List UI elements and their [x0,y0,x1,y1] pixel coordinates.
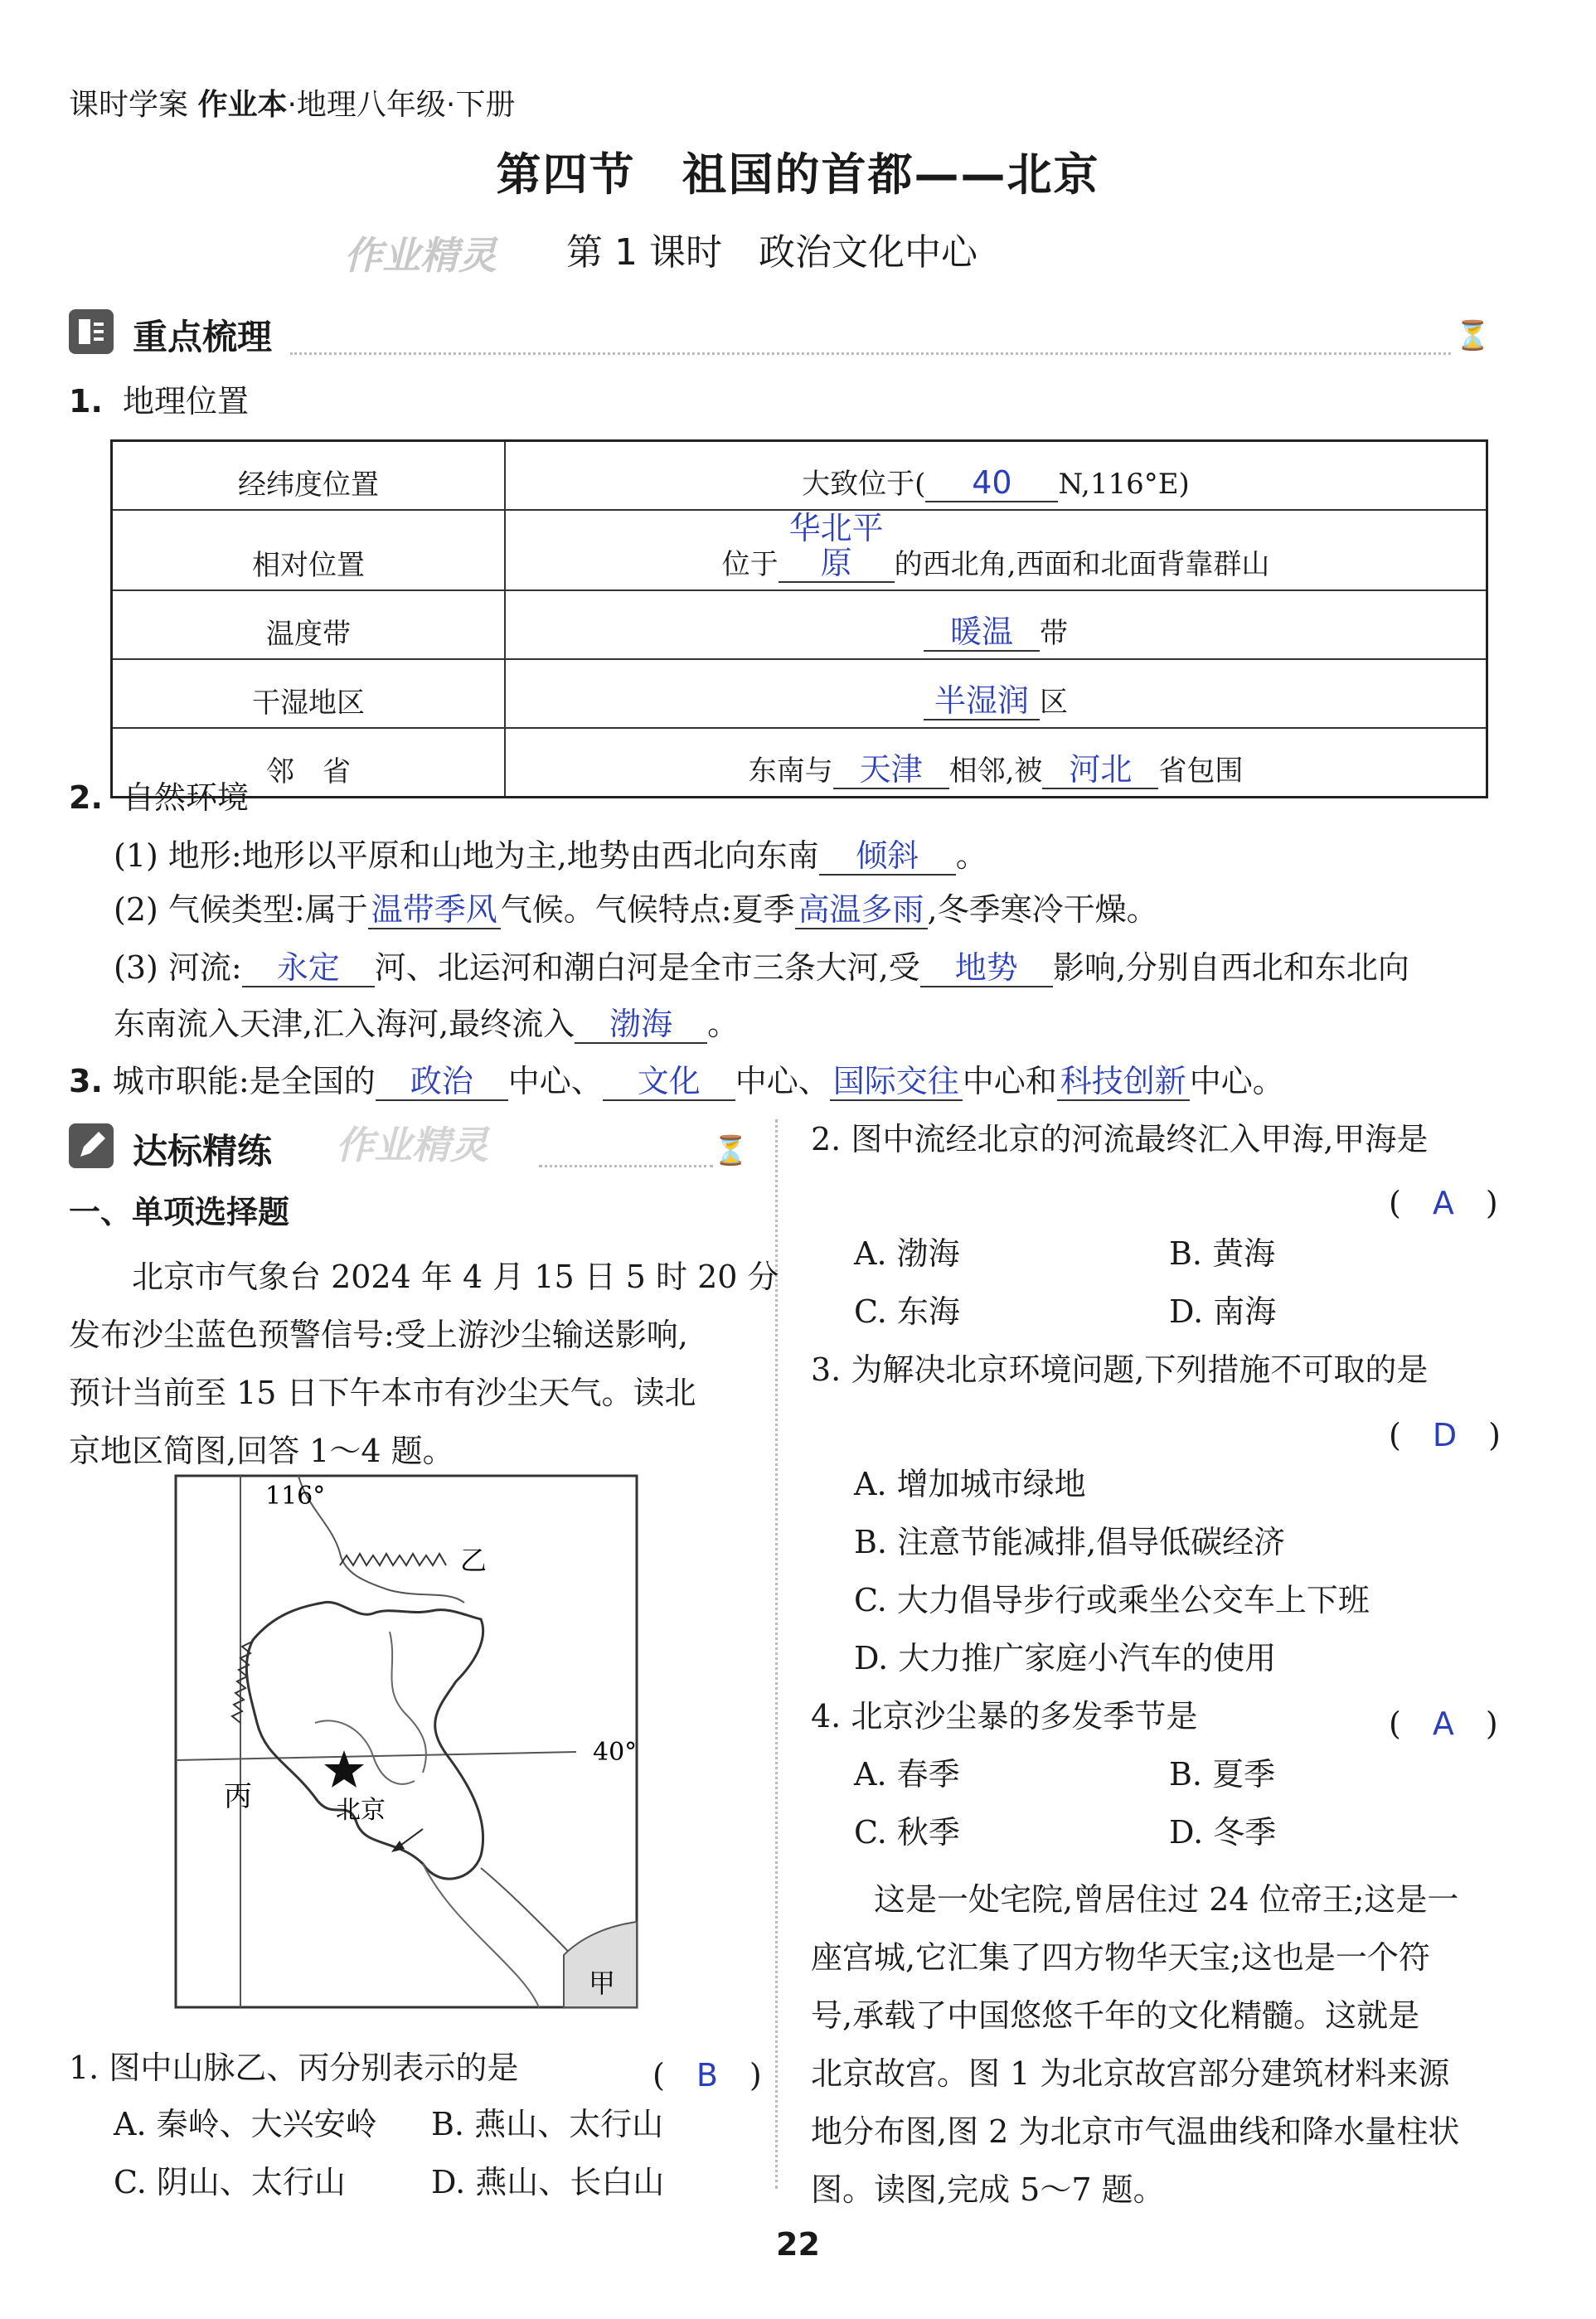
beijing-map [174,1474,638,2009]
map-label-lon: 116° [265,1482,326,1511]
text: 中心、 [735,1063,830,1099]
text: 位于 [721,547,779,581]
passage-line: 地分布图,图 2 为北京市气温曲线和降水量柱状 [811,2113,1460,2150]
mc-question-1 [69,2050,518,2088]
intro-line: 预计当前至 15 日下午本市有沙尘天气。读北 [69,1375,696,1411]
text: 省包围 [1158,754,1244,788]
answer-paren: ( D ) [1389,1417,1501,1453]
question-number: 2. [69,779,103,816]
answer-paren: ( A ) [1389,1705,1498,1742]
header-subject: ·地理八年级·下册 [287,88,516,122]
option: A. 渤海 [854,1235,960,1272]
option: C. 阴山、太行山 [114,2164,346,2200]
watermark: 作业精灵 [336,1123,488,1167]
part-heading: 一、单项选择题 [69,1194,290,1230]
hourglass-icon: ⏳ [1455,319,1491,352]
text: 的西北角,西面和北面背靠群山 [894,547,1270,581]
option: B. 注意节能减排,倡导低碳经济 [854,1524,1286,1560]
text: 带 [1040,616,1068,650]
question-2 [69,779,249,817]
answer-blank: 半湿润 [924,684,1040,720]
passage-line: 图。读图,完成 5～7 题。 [811,2171,1165,2208]
answer-blank: 永定 [242,951,375,987]
text: 气候。气候特点:夏季 [500,891,795,928]
lesson-subtitle: 第 1 课时 政治文化中心 [566,231,977,274]
text: 。 [707,1006,740,1042]
answer-blank: 河北 [1042,753,1158,789]
answer-blank: 高温多雨 [795,893,928,929]
option: C. 东海 [854,1293,960,1330]
answer-blank: 40 [925,466,1058,502]
text: 相邻,被 [948,754,1043,788]
map-label-yi: 乙 [460,1545,488,1576]
map-label-city: 北京 [336,1796,386,1825]
text: (3) 河流: [114,949,242,986]
answer-blank: 华北平原 [779,512,895,583]
q2-line-1 [114,837,987,876]
table-row [112,510,1487,590]
option: D. 燕山、长白山 [431,2164,665,2200]
table-key: 相对位置 [112,510,506,590]
map-label-lat: 40° [593,1738,638,1767]
table-row [112,659,1487,728]
text: 中心。 [1189,1063,1284,1099]
option: C. 大力倡导步行或乘坐公交车上下班 [854,1582,1370,1618]
text: 河、北运河和潮白河是全市三条大河,受 [374,949,920,986]
running-header [69,81,515,124]
question-3 [69,1063,1284,1101]
answer-blank: 政治 [376,1065,508,1101]
answer-blank: 科技创新 [1057,1065,1190,1101]
answer-blank: 暖温 [924,615,1040,652]
intro-passage [69,1248,779,1480]
table-key: 温度带 [112,590,506,659]
option: B. 夏季 [1169,1756,1276,1793]
answer-blank: 文化 [603,1065,735,1101]
section-title-practice: 达标精练 [133,1131,273,1172]
table-value [505,659,1487,728]
header-series: 课时学案 [69,88,189,122]
table-key: 经纬度位置 [112,441,506,511]
option: A. 春季 [854,1756,960,1793]
table-key: 邻 省 [112,728,506,798]
option: C. 秋季 [854,1814,960,1851]
table-value [505,510,1487,590]
mc-question-2: 2. 图中流经北京的河流最终汇入甲海,甲海是 [811,1121,1429,1157]
answer-choice: A [1432,1705,1454,1742]
q2-line-4 [114,1006,739,1044]
table-row [112,441,1487,511]
answer-choice: B [696,2057,718,2093]
passage-line: 号,承载了中国悠悠千年的文化精髓。这就是 [811,1997,1420,2034]
question-number: 1. [69,383,103,420]
table-value [505,728,1487,798]
option: D. 冬季 [1169,1814,1277,1851]
answer-paren: ( B ) [652,2057,762,2093]
forbidden-city-passage [811,1870,1459,2219]
mc-question-3: 3. 为解决北京环境问题,下列措施不可取的是 [811,1351,1429,1388]
answer-blank: 国际交往 [830,1065,963,1101]
option: D. 南海 [1169,1293,1277,1330]
answer-blank: 温带季风 [368,893,501,929]
page-number: 22 [776,2226,820,2263]
text: ,冬季寒冷干燥。 [927,891,1158,928]
option: B. 黄海 [1169,1235,1276,1272]
header-book: 作业本 [197,88,288,122]
table-key: 干湿地区 [112,659,506,728]
book-icon [69,309,114,354]
text: 城市职能:是全国的 [112,1063,376,1099]
question-text: 地理位置 [122,383,249,420]
text: 中心、 [507,1063,603,1099]
answer-paren: ( A ) [1389,1185,1498,1221]
answer-blank: 渤海 [575,1007,707,1044]
text: 。 [955,837,987,874]
passage-line: 这是一处宅院,曾居住过 24 位帝王;这是一 [874,1881,1459,1918]
map-label-bing: 丙 [224,1780,252,1813]
option: A. 秦岭、大兴安岭 [114,2106,377,2142]
text: N,116°E) [1058,468,1190,502]
question-text: 自然环境 [122,779,249,816]
passage-line: 北京故宫。图 1 为北京故宫部分建筑材料来源 [811,2055,1450,2092]
geo-position-table [110,439,1488,798]
question-stem: 1. 图中山脉乙、丙分别表示的是 [69,2050,519,2086]
section-divider [539,1165,713,1167]
table-row [112,728,1487,798]
table-value [505,590,1487,659]
answer-blank: 地势 [920,951,1053,987]
text: 中心和 [962,1063,1057,1099]
answer-blank: 倾斜 [819,839,956,876]
option: A. 增加城市绿地 [854,1466,1086,1502]
text: 影响,分别自西北和东北向 [1052,949,1409,986]
question-1 [69,383,249,421]
passage-line: 座宫城,它汇集了四方物华天宝;这也是一个符 [811,1939,1430,1976]
page-title: 第四节 祖国的首都——北京 [496,148,1100,201]
table-value [505,441,1487,511]
mc-question-4: 4. 北京沙尘暴的多发季节是 [811,1698,1198,1734]
option: B. 燕山、太行山 [431,2106,664,2142]
hourglass-icon: ⏳ [713,1134,749,1167]
pencil-icon [69,1123,114,1168]
table-row [112,590,1487,659]
text: 区 [1040,685,1068,719]
text: 大致位于( [802,468,926,502]
map-label-jia: 甲 [589,1967,616,1999]
text: 东南流入天津,汇入海河,最终流入 [114,1006,575,1042]
answer-blank: 天津 [833,753,949,789]
intro-line: 北京市气象台 2024 年 4 月 15 日 5 时 20 分 [132,1259,779,1295]
intro-line: 京地区简图,回答 1～4 题。 [69,1433,454,1469]
q2-line-3 [114,949,1409,987]
answer-choice: D [1432,1417,1458,1453]
option: D. 大力推广家庭小汽车的使用 [854,1640,1277,1676]
intro-line: 发布沙尘蓝色预警信号:受上游沙尘输送影响, [69,1317,688,1353]
text: 东南与 [748,754,833,788]
section-divider [290,352,1451,355]
question-number: 3. [69,1063,103,1099]
text: (2) 气候类型:属于 [114,891,368,928]
watermark: 作业精灵 [344,233,497,278]
text: (1) 地形:地形以平原和山地为主,地势由西北向东南 [114,837,819,874]
answer-choice: A [1432,1185,1454,1221]
q2-line-2 [114,891,1158,929]
section-title-key-points: 重点梳理 [133,317,273,357]
